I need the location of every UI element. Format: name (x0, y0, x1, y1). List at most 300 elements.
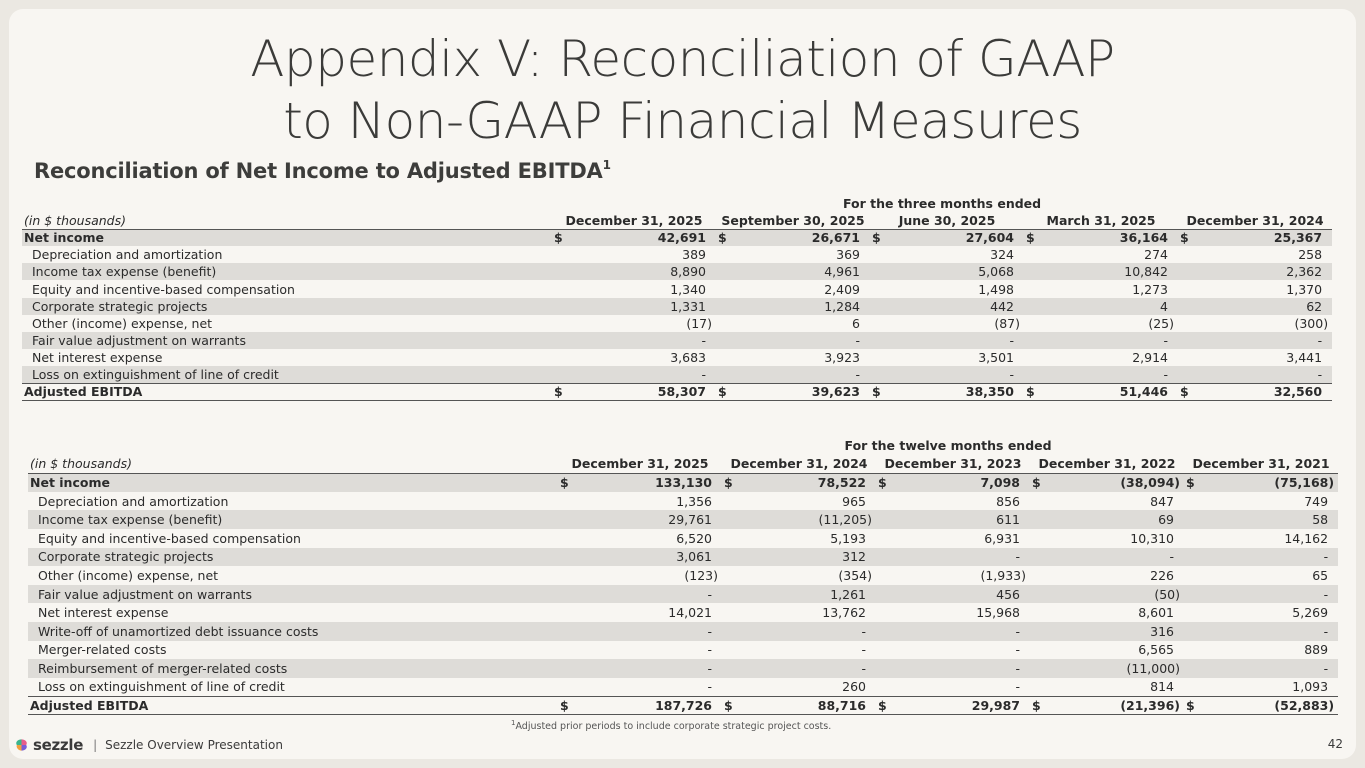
currency-symbol (722, 678, 736, 697)
row-label: Reimbursement of merger-related costs (28, 659, 558, 678)
row-label: Equity and incentive-based compensation (38, 530, 301, 546)
table-row (22, 263, 1332, 280)
currency-symbol (870, 332, 884, 349)
cell-value: 847 (1150, 493, 1174, 509)
currency-symbol (1030, 492, 1044, 511)
currency-symbol (1030, 529, 1044, 548)
currency-symbol (558, 566, 572, 585)
currency-symbol (1184, 529, 1198, 548)
cell-value: 3,061 (572, 548, 722, 567)
table-row (22, 349, 1332, 366)
table-row (28, 659, 1338, 678)
currency-symbol (558, 529, 572, 548)
row-label: Income tax expense (benefit) (22, 263, 552, 280)
currency-symbol (876, 585, 890, 604)
cell-value: 8,601 (1138, 605, 1174, 621)
cell-value: - (566, 332, 716, 349)
cell-value: - (884, 366, 1024, 383)
cell-value: 6,931 (984, 530, 1020, 546)
currency-symbol (876, 641, 890, 660)
cell-value: 3,441 (1286, 349, 1323, 365)
currency-symbol (876, 492, 890, 511)
row-label: Other (income) expense, net (38, 567, 219, 583)
table1-grid (22, 195, 1332, 401)
column-header: December 31, 2022 (1030, 455, 1184, 474)
currency-symbol (1184, 622, 1198, 641)
currency-symbol (1024, 366, 1038, 383)
subtitle-footnote-mark: 1 (602, 158, 611, 172)
currency-symbol (1178, 366, 1192, 383)
table-row (28, 510, 1338, 529)
row-label: Fair value adjustment on warrants (22, 332, 552, 349)
logo-text: sezzle (33, 736, 84, 754)
cell-value: - (1038, 366, 1178, 383)
cell-value: 13,762 (822, 605, 866, 621)
cell-value: 14,021 (668, 605, 712, 621)
cell-value: 274 (1144, 247, 1168, 263)
row-label: Equity and incentive-based compensation (32, 281, 295, 297)
cell-value: (21,396) (1044, 696, 1184, 715)
cell-value: - (1198, 585, 1338, 604)
column-header: December 31, 2024 (1178, 212, 1332, 229)
row-label: Corporate strategic projects (28, 548, 558, 567)
row-label: Loss on extinguishment of line of credit (22, 366, 552, 383)
cell-value: - (566, 366, 716, 383)
cell-value: 5,193 (830, 530, 866, 546)
currency-symbol: $ (1024, 229, 1038, 246)
cell-value: 312 (736, 548, 876, 567)
cell-value: 88,716 (736, 696, 876, 715)
cell-value: 25,367 (1192, 229, 1332, 246)
currency-symbol (1030, 510, 1044, 529)
currency-symbol (722, 641, 736, 660)
table-row (22, 298, 1332, 315)
currency-symbol (1178, 263, 1192, 280)
cell-value: (87) (994, 315, 1020, 331)
cell-value: (11,000) (1044, 659, 1184, 678)
currency-symbol (552, 280, 566, 297)
cell-value: 1,273 (1132, 281, 1168, 297)
cell-value: 226 (1150, 567, 1174, 583)
currency-symbol (558, 659, 572, 678)
cell-value: 42,691 (566, 229, 716, 246)
row-label: Fair value adjustment on warrants (28, 585, 558, 604)
cell-value: 1,498 (978, 281, 1014, 297)
row-label: Net interest expense (38, 605, 169, 621)
currency-symbol (1030, 641, 1044, 660)
cell-value: 5,269 (1292, 605, 1329, 621)
cell-value: 1,340 (670, 281, 706, 297)
currency-symbol (870, 298, 884, 315)
cell-value: 5,068 (884, 263, 1024, 280)
currency-symbol (558, 678, 572, 697)
currency-symbol (716, 298, 730, 315)
currency-symbol (1184, 492, 1198, 511)
currency-symbol (552, 298, 566, 315)
cell-value: 316 (1044, 622, 1184, 641)
cell-value: 749 (1304, 493, 1329, 509)
currency-symbol (552, 349, 566, 366)
cell-value: - (1015, 679, 1020, 695)
column-header: December 31, 2023 (876, 455, 1030, 474)
cell-value: - (736, 659, 876, 678)
cell-value: 2,914 (1132, 349, 1168, 365)
currency-symbol (722, 603, 736, 622)
cell-value: 14,162 (1284, 530, 1329, 546)
cell-value: - (572, 622, 722, 641)
currency-symbol (1030, 548, 1044, 567)
currency-symbol (1024, 332, 1038, 349)
table-row (22, 366, 1332, 383)
row-label: Adjusted EBITDA (22, 383, 552, 400)
currency-symbol (716, 315, 730, 332)
currency-symbol: $ (1030, 696, 1044, 715)
row-label: Net income (28, 473, 558, 492)
cell-value: 58 (1198, 510, 1338, 529)
cell-value: 324 (990, 247, 1014, 263)
cell-value: 1,356 (676, 493, 712, 509)
currency-symbol: $ (722, 696, 736, 715)
cell-value: 442 (884, 298, 1024, 315)
cell-value: 69 (1044, 510, 1184, 529)
cell-value: 10,842 (1038, 263, 1178, 280)
cell-value: 4,961 (730, 263, 870, 280)
currency-symbol (1184, 659, 1198, 678)
cell-value: (75,168) (1198, 473, 1338, 492)
cell-value: - (707, 642, 712, 658)
cell-value: - (884, 332, 1024, 349)
currency-symbol (1178, 298, 1192, 315)
currency-symbol (552, 332, 566, 349)
cell-value: 51,446 (1038, 383, 1178, 400)
cell-value: (38,094) (1044, 473, 1184, 492)
cell-value: 2,362 (1192, 263, 1332, 280)
cell-value: (11,205) (736, 510, 876, 529)
currency-symbol (722, 510, 736, 529)
table-row (28, 492, 1338, 511)
table-row (22, 246, 1332, 263)
row-label: Income tax expense (benefit) (28, 510, 558, 529)
row-label: Corporate strategic projects (22, 298, 552, 315)
footer (14, 736, 283, 754)
currency-symbol (558, 548, 572, 567)
table-row (28, 696, 1338, 715)
cell-value: 369 (836, 247, 860, 263)
currency-symbol (1178, 315, 1192, 332)
cell-value: 58,307 (566, 383, 716, 400)
cell-value: 456 (890, 585, 1030, 604)
column-header: September 30, 2025 (716, 212, 870, 229)
row-label: Merger-related costs (38, 642, 167, 658)
cell-value: 15,968 (976, 605, 1020, 621)
cell-value: - (1198, 659, 1338, 678)
currency-symbol: $ (552, 229, 566, 246)
page-title (0, 28, 1365, 152)
currency-symbol (1184, 548, 1198, 567)
currency-symbol (870, 349, 884, 366)
table-row (28, 548, 1338, 567)
cell-value: - (1015, 642, 1020, 658)
cell-value: 29,761 (572, 510, 722, 529)
footer-separator: | (93, 738, 98, 752)
section-subtitle (34, 158, 611, 183)
table-row (28, 529, 1338, 548)
cell-value: 6,565 (1138, 642, 1174, 658)
currency-symbol (552, 315, 566, 332)
cell-value: 29,987 (890, 696, 1030, 715)
cell-value: 62 (1192, 298, 1332, 315)
cell-value: - (572, 659, 722, 678)
cell-value: - (730, 366, 870, 383)
table2-grid (28, 436, 1338, 715)
currency-symbol (1184, 678, 1198, 697)
group-header: For the twelve months ended (844, 437, 1052, 453)
currency-symbol: $ (716, 383, 730, 400)
currency-symbol (870, 246, 884, 263)
row-label: Write-off of unamortized debt issuance costs (28, 622, 558, 641)
cell-value: - (730, 332, 870, 349)
table-row (22, 315, 1332, 332)
cell-value: 4 (1038, 298, 1178, 315)
cell-value: 27,604 (884, 229, 1024, 246)
cell-value: 65 (1312, 567, 1329, 583)
currency-symbol: $ (1178, 383, 1192, 400)
currency-symbol (870, 315, 884, 332)
currency-symbol: $ (870, 383, 884, 400)
table-row (28, 603, 1338, 622)
currency-symbol (558, 603, 572, 622)
currency-symbol (1178, 280, 1192, 297)
table-row (22, 332, 1332, 349)
currency-symbol (552, 246, 566, 263)
cell-value: - (1044, 548, 1184, 567)
cell-value: (50) (1044, 585, 1184, 604)
currency-symbol (1024, 246, 1038, 263)
currency-symbol (1024, 298, 1038, 315)
title-line-2: to Non-GAAP Financial Measures (283, 92, 1082, 150)
cell-value: 965 (842, 493, 866, 509)
unit-label: (in $ thousands) (28, 455, 558, 474)
currency-symbol (1030, 622, 1044, 641)
currency-symbol (1024, 280, 1038, 297)
cell-value: 1,370 (1286, 281, 1323, 297)
table-row (28, 678, 1338, 697)
currency-symbol (876, 510, 890, 529)
currency-symbol: $ (876, 473, 890, 492)
currency-symbol (722, 659, 736, 678)
row-label: Depreciation and amortization (32, 247, 223, 263)
subtitle-text: Reconciliation of Net Income to Adjusted EBITDA (34, 159, 603, 183)
table-row (28, 566, 1338, 585)
currency-symbol: $ (716, 229, 730, 246)
currency-symbol: $ (1184, 696, 1198, 715)
cell-value: - (1038, 332, 1178, 349)
currency-symbol: $ (552, 383, 566, 400)
currency-symbol (876, 622, 890, 641)
currency-symbol: $ (1030, 473, 1044, 492)
currency-symbol (716, 366, 730, 383)
title-line-1: Appendix V: Reconciliation of GAAP (250, 30, 1115, 88)
footnote (511, 719, 831, 732)
currency-symbol (722, 585, 736, 604)
cell-value: 611 (890, 510, 1030, 529)
currency-symbol: $ (1178, 229, 1192, 246)
cell-value: 38,350 (884, 383, 1024, 400)
cell-value: 1,331 (566, 298, 716, 315)
currency-symbol (1184, 585, 1198, 604)
cell-value: - (1198, 548, 1338, 567)
cell-value: 133,130 (572, 473, 722, 492)
cell-value: - (890, 659, 1030, 678)
cell-value: 389 (682, 247, 706, 263)
currency-symbol (870, 366, 884, 383)
currency-symbol (876, 529, 890, 548)
cell-value: 187,726 (572, 696, 722, 715)
cell-value: 814 (1150, 679, 1174, 695)
cell-value: 26,671 (730, 229, 870, 246)
group-header: For the three months ended (842, 196, 1042, 212)
twelve-months-table (28, 436, 1338, 715)
currency-symbol (722, 622, 736, 641)
cell-value: 260 (842, 679, 866, 695)
currency-symbol (870, 263, 884, 280)
cell-value: - (890, 548, 1030, 567)
currency-symbol (716, 332, 730, 349)
currency-symbol (876, 548, 890, 567)
currency-symbol: $ (870, 229, 884, 246)
cell-value: 3,683 (670, 349, 706, 365)
cell-value: (123) (684, 567, 718, 583)
currency-symbol (1178, 349, 1192, 366)
table-row (28, 585, 1338, 604)
currency-symbol (716, 263, 730, 280)
three-months-table (22, 195, 1332, 401)
cell-value: 39,623 (730, 383, 870, 400)
currency-symbol (552, 263, 566, 280)
currency-symbol (558, 585, 572, 604)
footnote-mark: 1 (511, 719, 516, 727)
cell-value: 3,501 (978, 349, 1014, 365)
currency-symbol (1024, 349, 1038, 366)
cell-value: - (707, 679, 712, 695)
currency-symbol (1024, 315, 1038, 332)
currency-symbol (1184, 510, 1198, 529)
cell-value: 32,560 (1192, 383, 1332, 400)
cell-value: - (1192, 366, 1332, 383)
cell-value: 1,093 (1292, 679, 1329, 695)
currency-symbol (1030, 566, 1044, 585)
row-label: Adjusted EBITDA (28, 696, 558, 715)
currency-symbol: $ (876, 696, 890, 715)
currency-symbol (1024, 263, 1038, 280)
currency-symbol (722, 548, 736, 567)
cell-value: (17) (686, 315, 712, 331)
cell-value: 889 (1304, 642, 1329, 658)
column-header: December 31, 2025 (552, 212, 716, 229)
cell-value: 258 (1298, 247, 1323, 263)
currency-symbol (558, 510, 572, 529)
currency-symbol: $ (558, 696, 572, 715)
table-row (22, 280, 1332, 297)
currency-symbol (876, 566, 890, 585)
row-label: Net interest expense (32, 349, 163, 365)
unit-label: (in $ thousands) (22, 212, 552, 229)
table-row (22, 383, 1332, 400)
currency-symbol (558, 492, 572, 511)
column-header: December 31, 2025 (558, 455, 722, 474)
currency-symbol (1030, 678, 1044, 697)
currency-symbol: $ (722, 473, 736, 492)
currency-symbol (722, 566, 736, 585)
currency-symbol (876, 603, 890, 622)
cell-value: - (890, 622, 1030, 641)
row-label: Loss on extinguishment of line of credit (38, 679, 285, 695)
cell-value: 8,890 (566, 263, 716, 280)
cell-value: (25) (1148, 315, 1174, 331)
cell-value: - (1198, 622, 1338, 641)
table-row (28, 622, 1338, 641)
cell-value: 856 (996, 493, 1020, 509)
page-number: 42 (1327, 737, 1343, 751)
currency-symbol (876, 678, 890, 697)
currency-symbol (1030, 659, 1044, 678)
cell-value: 10,310 (1130, 530, 1174, 546)
currency-symbol (716, 246, 730, 263)
currency-symbol (558, 622, 572, 641)
cell-value: (354) (838, 567, 872, 583)
cell-value: - (572, 585, 722, 604)
cell-value: 3,923 (824, 349, 860, 365)
cell-value: (52,883) (1198, 696, 1338, 715)
presentation-name: Sezzle Overview Presentation (105, 738, 283, 752)
row-label: Net income (22, 229, 552, 246)
currency-symbol: $ (558, 473, 572, 492)
sezzle-logo-icon (14, 738, 29, 752)
currency-symbol (1030, 585, 1044, 604)
cell-value: (1,933) (980, 567, 1026, 583)
cell-value: 36,164 (1038, 229, 1178, 246)
currency-symbol (1184, 603, 1198, 622)
currency-symbol (716, 280, 730, 297)
currency-symbol (1030, 603, 1044, 622)
row-label: Depreciation and amortization (38, 493, 229, 509)
currency-symbol (1184, 566, 1198, 585)
cell-value: 78,522 (736, 473, 876, 492)
currency-symbol (1178, 332, 1192, 349)
currency-symbol (1178, 246, 1192, 263)
cell-value: - (861, 642, 866, 658)
cell-value: 6 (852, 315, 860, 331)
cell-value: 6,520 (676, 530, 712, 546)
currency-symbol (722, 492, 736, 511)
cell-value: - (1192, 332, 1332, 349)
table-row (28, 641, 1338, 660)
currency-symbol: $ (1024, 383, 1038, 400)
currency-symbol (870, 280, 884, 297)
currency-symbol (558, 641, 572, 660)
cell-value: 2,409 (824, 281, 860, 297)
cell-value: 1,261 (736, 585, 876, 604)
column-header: December 31, 2024 (722, 455, 876, 474)
column-header: June 30, 2025 (870, 212, 1024, 229)
currency-symbol: $ (1184, 473, 1198, 492)
footnote-text: Adjusted prior periods to include corporate strategic project costs. (515, 721, 832, 733)
row-label: Other (income) expense, net (32, 315, 213, 331)
currency-symbol (716, 349, 730, 366)
currency-symbol (876, 659, 890, 678)
cell-value: - (736, 622, 876, 641)
table-row (22, 229, 1332, 246)
